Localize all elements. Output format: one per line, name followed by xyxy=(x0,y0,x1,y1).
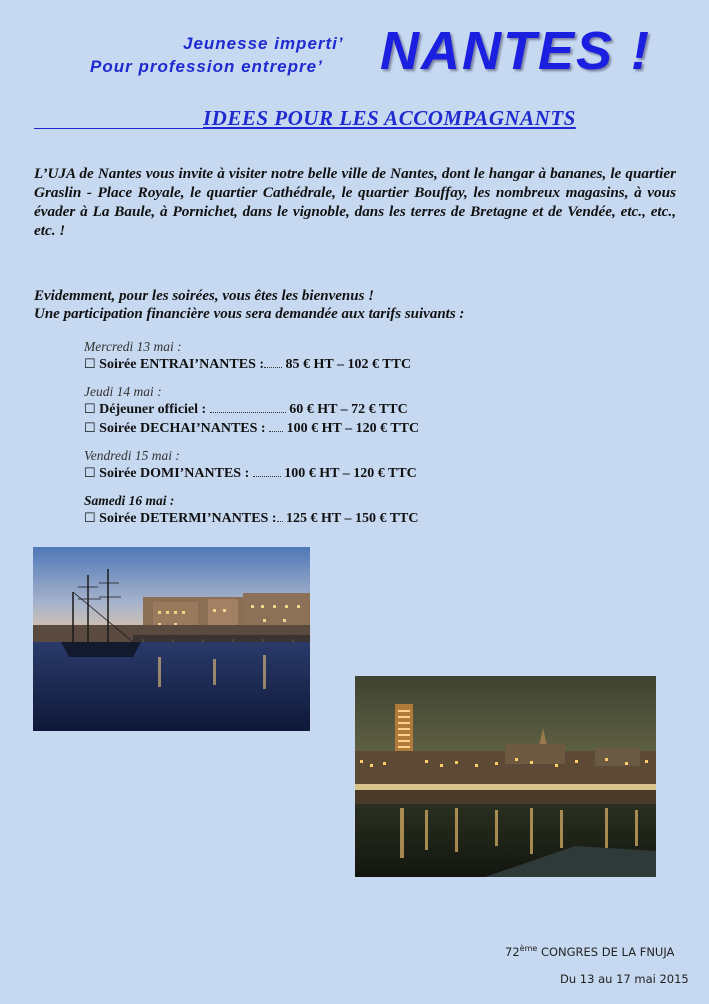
footer-congress xyxy=(505,944,674,959)
footer-dates: Du 13 au 17 mai 2015 xyxy=(560,972,689,986)
day-block xyxy=(84,383,584,438)
event-price: 100 € HT – 120 € TTC xyxy=(284,466,417,481)
evening-line2: Une participation financière vous sera demandée aux tarifs suivants : xyxy=(34,306,465,322)
dot-leader xyxy=(269,419,283,432)
checkbox-icon: ☐ xyxy=(84,401,96,416)
event-label: Soirée DECHAI’NANTES : xyxy=(99,421,266,436)
dot-leader xyxy=(264,355,282,368)
dot-leader xyxy=(277,509,283,522)
event-item xyxy=(84,464,584,483)
section-title: IDEES POUR LES ACCOMPAGNANTS xyxy=(203,106,576,130)
event-price: 85 € HT – 102 € TTC xyxy=(285,357,412,372)
tagline-line2: Pour profession entrepre’ xyxy=(90,57,323,76)
day-label: Vendredi 15 mai : xyxy=(84,448,180,463)
checkbox-icon: ☐ xyxy=(84,420,96,435)
city-title: NANTES ! xyxy=(380,21,651,81)
checkbox-icon: ☐ xyxy=(84,510,96,525)
event-schedule xyxy=(84,338,584,537)
event-label: Soirée DETERMI’NANTES : xyxy=(99,511,277,526)
day-label xyxy=(84,492,584,509)
header xyxy=(0,0,709,90)
event-price: 125 € HT – 150 € TTC xyxy=(286,511,419,526)
dot-leader xyxy=(253,464,281,477)
event-label: Soirée ENTRAI’NANTES : xyxy=(99,357,265,372)
day-block xyxy=(84,447,584,483)
congress-name: CONGRES DE LA FNUJA xyxy=(540,944,675,959)
photo-harbour-tall-ship xyxy=(33,547,310,731)
event-item xyxy=(84,400,584,419)
evening-line1: Evidemment, pour les soirées, vous êtes les bienvenus ! xyxy=(34,288,374,304)
day-block xyxy=(84,492,584,528)
photo-night-skyline xyxy=(355,676,656,877)
dot-leader xyxy=(210,400,286,413)
event-item xyxy=(84,509,584,528)
event-price: 100 € HT – 120 € TTC xyxy=(286,421,420,436)
checkbox-icon: ☐ xyxy=(84,465,96,480)
day-block xyxy=(84,338,584,374)
intro-paragraph: L’UJA de Nantes vous invite à visiter notre belle ville de Nantes, dont le hangar à bananes, le quartier Graslin - Place Royale, le quartier Cathédrale, le quartier Bouffay, les nombreux magasins, à vous évader à La Baule, à Pornichet, dans le vignoble, dans les terres de Bretagne et de Vendée, etc., etc., etc. ! xyxy=(34,165,676,239)
event-item xyxy=(84,419,584,438)
day-label-text: Samedi 16 mai : xyxy=(84,493,175,508)
event-label: Déjeuner officiel : xyxy=(99,402,207,417)
event-item xyxy=(84,355,584,374)
day-label: Jeudi 14 mai : xyxy=(84,384,162,399)
evening-notice xyxy=(34,287,674,323)
title-underline xyxy=(34,128,204,129)
event-price: 60 € HT – 72 € TTC xyxy=(289,402,408,417)
congress-number: 72 xyxy=(505,944,520,959)
tagline-line1: Jeunesse imperti’ xyxy=(183,34,344,53)
event-label: Soirée DOMI’NANTES : xyxy=(99,466,250,481)
checkbox-icon: ☐ xyxy=(84,356,96,371)
congress-ordinal: ème xyxy=(519,944,538,953)
day-label: Mercredi 13 mai : xyxy=(84,339,182,354)
